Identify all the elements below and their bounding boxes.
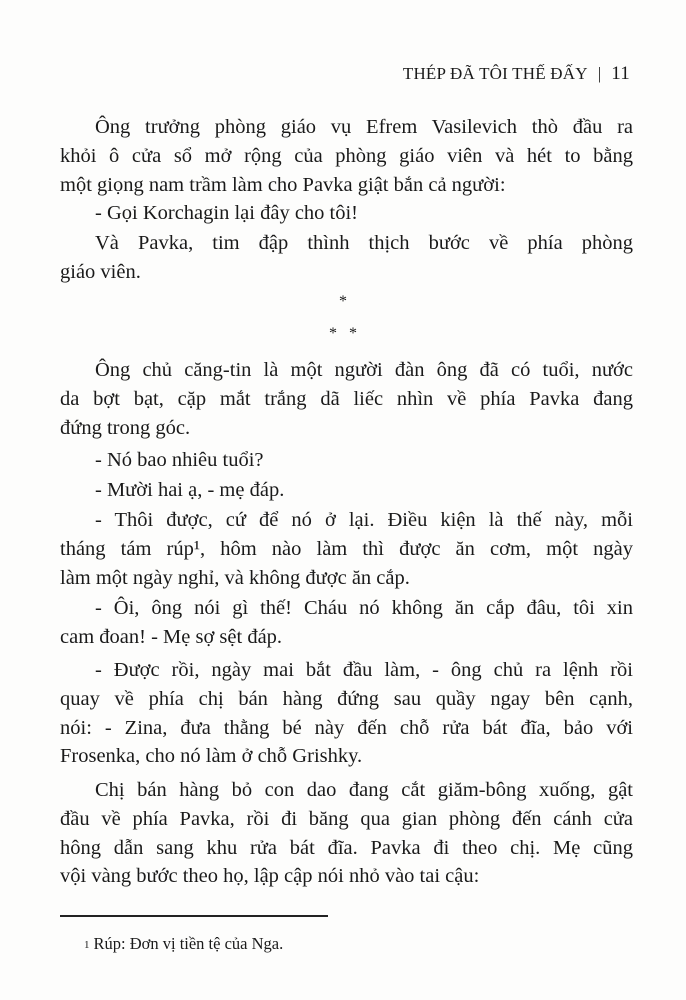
text-line: nói: - Zina, đưa thằng bé này đến chỗ rửa bát đĩa, bảo với — [60, 716, 633, 739]
text-line: tháng tám rúp¹, hôm nào làm thì được ăn cơm, một ngày — [60, 537, 633, 560]
page-number: 11 — [611, 63, 630, 84]
text-line: làm một ngày nghỉ, và không được ăn cắp. — [60, 566, 410, 589]
text-line: - Mười hai ạ, - mẹ đáp. — [95, 479, 285, 501]
text-line: da bợt bạt, cặp mắt trắng dã liếc nhìn về phía Pavka đang — [60, 387, 633, 410]
text-line: Và Pavka, tim đập thình thịch bước về phía phòng — [95, 232, 633, 254]
section-break-star: * — [339, 293, 347, 310]
text-line: - Nó bao nhiêu tuổi? — [95, 449, 264, 471]
dialogue-line — [60, 656, 633, 771]
text-line: vội vàng bước theo họ, lập cập nói nhỏ vào tai cậu: — [60, 865, 480, 888]
footnote — [84, 933, 283, 955]
dialogue-line — [60, 199, 633, 228]
paragraph — [60, 229, 633, 287]
paragraph — [60, 776, 633, 891]
book-title: THÉP ĐÃ TÔI THẾ ĐẤY — [402, 64, 588, 83]
header-separator: | — [597, 64, 602, 83]
text-line: Chị bán hàng bỏ con dao đang cắt giăm-bông xuống, gật — [95, 779, 633, 801]
text-line: Frosenka, cho nó làm ở chỗ Grishky. — [60, 745, 363, 768]
text-line: quay về phía chị bán hàng đứng sau quầy ngay bên cạnh, — [60, 687, 633, 710]
footnote-marker: 1 — [84, 939, 90, 951]
footnote-rule — [60, 915, 328, 917]
text-line: Ông chủ căng-tin là một người đàn ông đã có tuổi, nước — [95, 359, 633, 381]
dialogue-line — [60, 506, 633, 592]
text-line: - Gọi Korchagin lại đây cho tôi! — [95, 202, 359, 224]
text-line: cam đoan! - Mẹ sợ sệt đáp. — [60, 625, 283, 648]
text-line: - Thôi được, cứ để nó ở lại. Điều kiện là thế này, mỗi — [95, 509, 633, 531]
text-line: - Được rồi, ngày mai bắt đầu làm, - ông chủ ra lệnh rồi — [95, 659, 633, 681]
section-break-stars: * * — [329, 325, 357, 342]
paragraph — [60, 356, 633, 442]
paragraph — [60, 113, 633, 199]
text-line: hông dẫn sang khu rửa bát đĩa. Pavka đi theo chị. Mẹ cũng — [60, 836, 633, 859]
running-header — [403, 62, 630, 86]
text-line: Ông trưởng phòng giáo vụ Efrem Vasilevich thò đầu ra — [95, 116, 633, 138]
text-line: đầu về phía Pavka, rồi đi băng qua gian phòng đến cánh cửa — [60, 807, 633, 830]
text-line: đứng trong góc. — [60, 416, 191, 439]
text-line: giáo viên. — [60, 260, 141, 283]
dialogue-line — [60, 446, 633, 475]
dialogue-line — [60, 594, 633, 652]
dialogue-line — [60, 476, 633, 505]
footnote-text: Rúp: Đơn vị tiền tệ của Nga. — [93, 934, 284, 953]
text-line: khỏi ô cửa sổ mở rộng của phòng giáo viên và hét to bằng — [60, 144, 633, 167]
text-line: một giọng nam trầm làm cho Pavka giật bắn cả người: — [60, 173, 506, 196]
text-line: - Ôi, ông nói gì thế! Cháu nó không ăn cắp đâu, tôi xin — [95, 597, 633, 619]
